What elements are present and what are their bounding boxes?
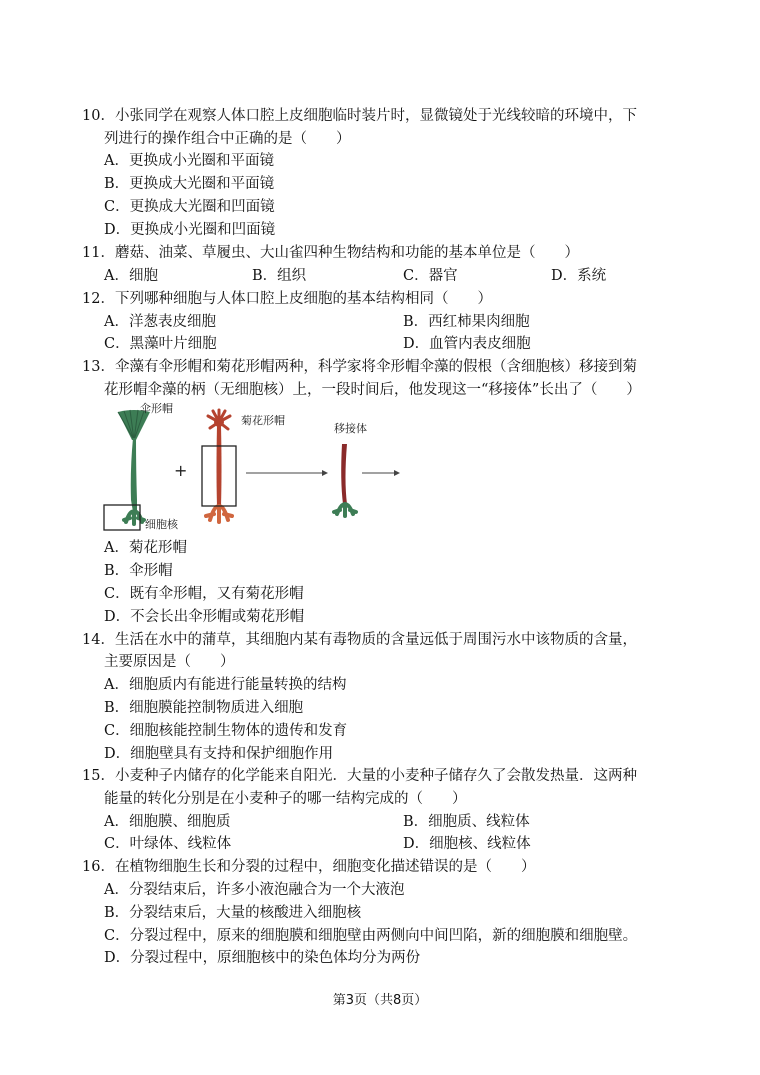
q16-option-b: B．分裂结束后，大量的核酸进入细胞核	[104, 905, 362, 921]
label-chrysanthemum-cap: 菊花形帽	[241, 414, 285, 427]
q15-option-d: D．细胞核、线粒体	[403, 836, 531, 852]
q10-option-c: C．更换成大光圈和凹面镜	[104, 199, 275, 215]
q15-stem-line1: 15．小麦种子内储存的化学能来自阳光．大量的小麦种子储存久了会散发热量．这两种	[82, 768, 637, 784]
q14-option-a: A．细胞质内有能进行能量转换的结构	[104, 677, 347, 693]
page-number: 第3页（共8页）	[332, 993, 428, 1008]
q16-stem: 16．在植物细胞生长和分裂的过程中，细胞变化描述错误的是（ ）	[82, 859, 536, 875]
umbrella-cap-algae-image	[104, 410, 150, 530]
q16-option-a: A．分裂结束后，许多小液泡融合为一个大液泡	[104, 882, 405, 898]
q14-option-c: C．细胞核能控制生物体的遗传和发育	[104, 723, 348, 739]
q11-stem: 11．蘑菇、油菜、草履虫、大山雀四种生物结构和功能的基本单位是（ ）	[82, 245, 579, 261]
q14-stem-line1: 14．生活在水中的蒲草，其细胞内某有毒物质的含量远低于周围污水中该物质的含量，	[82, 632, 637, 648]
q12-stem: 12．下列哪种细胞与人体口腔上皮细胞的基本结构相同（ ）	[82, 291, 492, 307]
q11-option-c: C．器官	[403, 268, 458, 284]
plus-sign: +	[174, 461, 188, 480]
q11-option-d: D．系统	[551, 268, 607, 284]
label-graft: 移接体	[334, 422, 367, 435]
q16-option-d: D．分裂过程中，原细胞核中的染色体均分为两份	[104, 950, 421, 966]
q12-option-b: B．西红柿果肉细胞	[403, 314, 530, 330]
q13-stem-line2: 花形帽伞藻的柄（无细胞核）上，一段时间后，他发现这一“移接体”长出了（ ）	[104, 382, 641, 398]
arrow-right-icon-2	[362, 470, 400, 476]
q10-option-b: B．更换成大光圈和平面镜	[104, 176, 275, 192]
q10-option-a: A．更换成小光圈和平面镜	[104, 153, 274, 169]
q10-stem-line2: 列进行的操作组合中正确的是（ ）	[104, 131, 351, 147]
q14-option-b: B．细胞膜能控制物质进入细胞	[104, 700, 304, 716]
label-nucleus: 细胞核	[145, 518, 178, 531]
arrow-right-icon	[246, 470, 328, 476]
q14-stem-line2: 主要原因是（ ）	[104, 654, 235, 670]
q13-option-c: C．既有伞形帽，又有菊花形帽	[104, 586, 304, 602]
q13-option-d: D．不会长出伞形帽或菊花形帽	[104, 609, 305, 625]
q15-option-b: B．细胞质、线粒体	[403, 814, 530, 830]
q12-option-d: D．血管内表皮细胞	[403, 336, 531, 352]
acetabularia-graft-figure	[100, 400, 410, 538]
q13-stem-line1: 13．伞藻有伞形帽和菊花形帽两种，科学家将伞形帽伞藻的假根（含细胞核）移接到菊	[82, 359, 637, 375]
q12-option-c: C．黑藻叶片细胞	[104, 336, 217, 352]
q10-stem-line1: 10．小张同学在观察人体口腔上皮细胞临时装片时，显微镜处于光线较暗的环境中，下	[82, 108, 637, 124]
q14-option-d: D．细胞壁具有支持和保护细胞作用	[104, 746, 334, 762]
q11-option-a: A．细胞	[104, 268, 158, 284]
q13-option-b: B．伞形帽	[104, 563, 173, 579]
graft-image	[334, 444, 356, 516]
q11-option-b: B．组织	[252, 268, 307, 284]
q10-option-d: D．更换成小光圈和凹面镜	[104, 222, 276, 238]
q15-option-c: C．叶绿体、线粒体	[104, 836, 232, 852]
q15-option-a: A．细胞膜、细胞质	[104, 814, 231, 830]
label-umbrella-cap: 伞形帽	[140, 402, 173, 415]
q16-option-c: C．分裂过程中，原来的细胞膜和细胞壁由两侧向中间凹陷，新的细胞膜和细胞壁。	[104, 928, 638, 944]
q15-stem-line2: 能量的转化分别是在小麦种子的哪一结构完成的（ ）	[104, 791, 467, 807]
chrysanthemum-cap-algae-image	[202, 410, 236, 522]
q12-option-a: A．洋葱表皮细胞	[104, 314, 216, 330]
q13-option-a: A．菊花形帽	[104, 540, 187, 556]
